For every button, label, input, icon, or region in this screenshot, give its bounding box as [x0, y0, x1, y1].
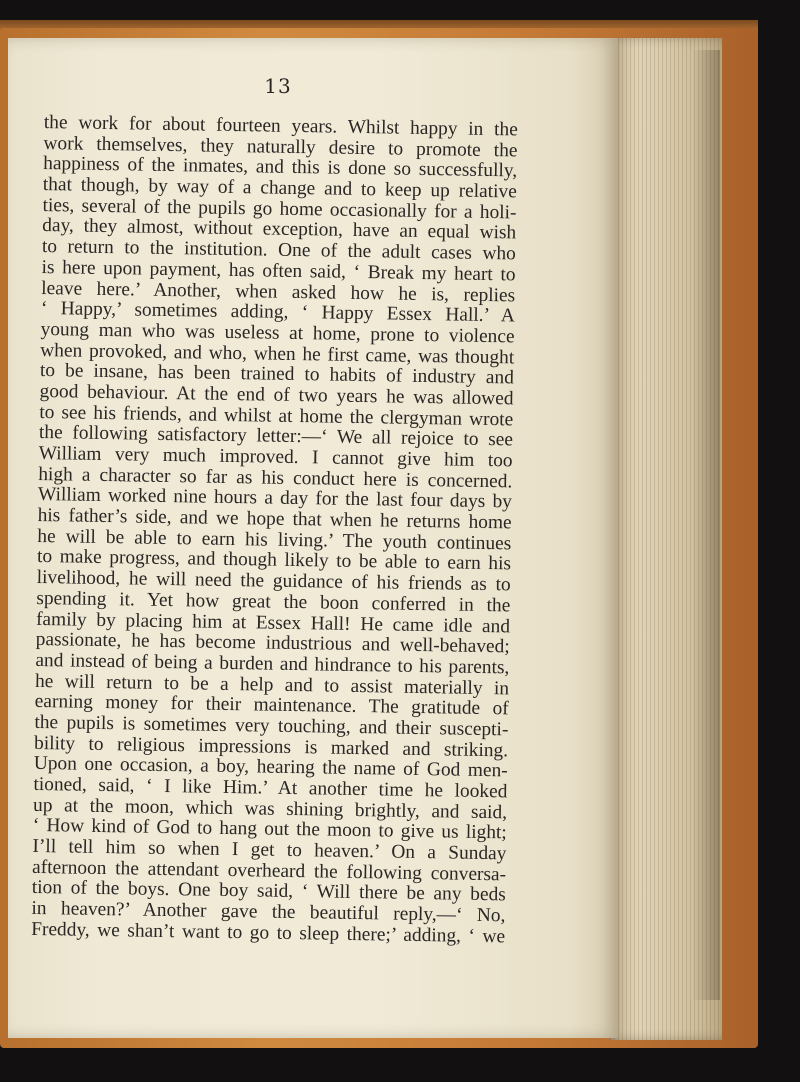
text-line: the pupils is sometimes very touching, and their suscepti-	[34, 711, 509, 741]
text-line: work themselves, they naturally desire to promote the	[43, 132, 518, 162]
text-line: when provoked, and who, when he first came, was thought	[40, 339, 515, 368]
text-line: William very much improved. I cannot give him too	[38, 442, 513, 472]
text-line: passionate, he has become industrious and well-behaved;	[35, 629, 510, 658]
text-line: leave here.’ Another, when asked how he is, replies	[41, 277, 516, 306]
body-text	[31, 113, 518, 948]
page-number: 13	[264, 74, 292, 98]
text-line: to see his friends, and whilst at home the clergyman wrote	[39, 401, 514, 431]
text-line: young man who was useless at home, prone to violence	[40, 318, 515, 348]
text-line: spending it. Yet how great the boon conferred in the	[36, 587, 511, 617]
text-line: I’ll tell him so when I get to heaven.’ On a Sunday	[32, 835, 507, 865]
text-line: Upon one occasion, a boy, hearing the name of God men-	[33, 753, 508, 782]
text-line: that though, by way of a change and to keep up relative	[42, 174, 517, 203]
text-line: is here upon payment, has often said, ‘ Break my heart to	[41, 256, 516, 286]
text-line: William worked nine hours a day for the last four days by	[37, 484, 513, 513]
text-line: the following satisfactory letter:—‘ We all rejoice to see	[38, 422, 514, 451]
text-line: livelihood, he will need the guidance of his friends as to	[36, 567, 511, 596]
text-line: in heaven?’ Another gave the beautiful reply,—‘ No,	[31, 898, 506, 927]
text-line: tion of the boys. One boy said, ‘ Will there be any beds	[31, 877, 506, 906]
text-line: family by placing him at Essex Hall! He came idle and	[35, 608, 511, 637]
text-line: bility to religious impressions is marked and striking.	[33, 732, 509, 761]
text-line: happiness of the inmates, and this is done so successfully,	[43, 153, 518, 182]
text-line: to be insane, has been trained to habits of industry and	[39, 360, 515, 389]
text-line: ‘ Happy,’ sometimes adding, ‘ Happy Essex Hall.’ A	[40, 298, 516, 327]
text-line: high a character so far as his conduct here is concerned.	[38, 463, 513, 493]
text-line: earning money for their maintenance. The gratitude of	[34, 691, 509, 720]
text-line: to make progress, and though likely to be able to earn his	[36, 546, 512, 575]
page-edges-shadow	[690, 50, 720, 1000]
text-line: afternoon the attendant overheard the following conversa-	[31, 856, 507, 886]
text-line: Freddy, we shan’t want to go to sleep there;’ adding, ‘ we	[31, 918, 506, 948]
text-line: the work for about fourteen years. Whilst happy in the	[43, 112, 518, 141]
text-line: he will be able to earn his living.’ The youth continues	[37, 525, 512, 555]
text-line: up at the moon, which was shining brightly, and said,	[32, 794, 508, 824]
text-line: ‘ How kind of God to hang out the moon to give us light;	[32, 815, 507, 844]
text-line: day, they almost, without exception, have an equal wish	[42, 215, 517, 244]
text-line: he will return to be a help and to assist materially in	[34, 670, 510, 699]
text-line: tioned, said, ‘ I like Him.’ At another time he looked	[33, 773, 508, 803]
text-line: good behaviour. At the end of two years he was allowed	[39, 380, 514, 410]
text-line: and instead of being a burden and hindrance to his parents,	[35, 649, 510, 679]
text-line: to return to the institution. One of the adult cases who	[41, 236, 517, 265]
text-line: his father’s side, and we hope that when he returns home	[37, 505, 512, 534]
text-line: ties, several of the pupils go home occasionally for a holi-	[42, 194, 517, 224]
